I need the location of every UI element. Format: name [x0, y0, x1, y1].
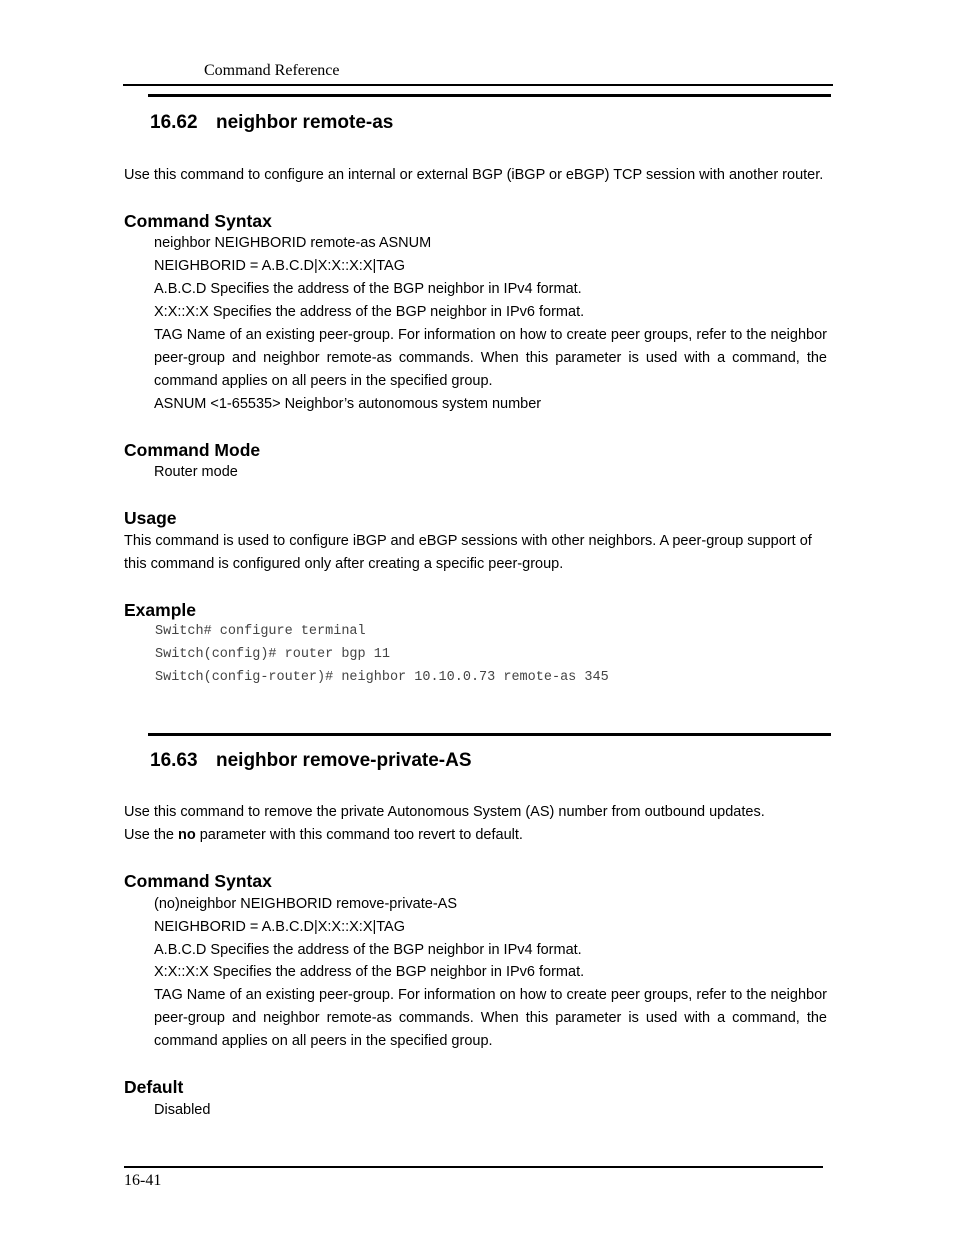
section-number: 16.62	[150, 112, 198, 133]
example-heading: Example	[124, 600, 196, 620]
header-rule	[123, 84, 833, 86]
usage-line: This command is used to configure iBGP and eBGP sessions with other neighbors. A peer-group support of	[124, 533, 812, 549]
section-rule	[148, 94, 831, 97]
section-intro: Use this command to configure an internal or external BGP (iBGP or eBGP) TCP session with another router.	[124, 167, 824, 183]
syntax-line: X:X::X:X Specifies the address of the BGP neighbor in IPv6 format.	[154, 964, 585, 980]
example-code-line: Switch(config)# router bgp 11	[155, 647, 390, 662]
command-mode-value: Router mode	[154, 464, 238, 480]
syntax-line: (no)neighbor NEIGHBORID remove-private-AS	[154, 896, 457, 912]
syntax-line: NEIGHBORID = A.B.C.D|X:X::X:X|TAG	[154, 919, 406, 935]
section-intro-no-param	[124, 827, 523, 843]
section-number: 16.63	[150, 750, 198, 771]
syntax-asnum: ASNUM <1-65535> Neighbor’s autonomous system number	[154, 396, 542, 412]
usage-heading: Usage	[124, 508, 177, 528]
command-mode-heading: Command Mode	[124, 440, 261, 460]
section-rule	[148, 733, 831, 736]
no-keyword: no	[178, 827, 196, 843]
page-number: 16-41	[124, 1172, 162, 1189]
syntax-line: A.B.C.D Specifies the address of the BGP neighbor in IPv4 format.	[154, 942, 582, 958]
syntax-line: X:X::X:X Specifies the address of the BGP neighbor in IPv6 format.	[154, 304, 585, 320]
section-name: neighbor remote-as	[216, 112, 394, 133]
default-heading: Default	[124, 1077, 184, 1097]
section-name: neighbor remove-private-AS	[216, 750, 472, 771]
footer-rule	[124, 1166, 823, 1168]
syntax-tag-description: TAG Name of an existing peer-group. For information on how to create peer groups, refer to the neighbor peer-group and neighbor remote-as commands. When this parameter is used with a command, the command applies on all peers in the specified group.	[154, 987, 827, 1049]
section-intro: Use this command to remove the private Autonomous System (AS) number from outbound updates.	[124, 804, 765, 820]
default-value: Disabled	[154, 1102, 211, 1118]
command-syntax-heading: Command Syntax	[124, 871, 272, 891]
syntax-line: NEIGHBORID = A.B.C.D|X:X::X:X|TAG	[154, 258, 406, 274]
command-syntax-heading: Command Syntax	[124, 211, 272, 231]
example-code-line: Switch(config-router)# neighbor 10.10.0.73 remote-as 345	[155, 670, 609, 685]
running-header: Command Reference	[204, 62, 340, 79]
usage-line: this command is configured only after creating a specific peer-group.	[124, 556, 564, 572]
example-code-line: Switch# configure terminal	[155, 624, 366, 639]
syntax-line: A.B.C.D Specifies the address of the BGP neighbor in IPv4 format.	[154, 281, 582, 297]
syntax-tag-description: TAG Name of an existing peer-group. For information on how to create peer groups, refer to the neighbor peer-group and neighbor remote-as commands. When this parameter is used with a command, the command applies on all peers in the specified group.	[154, 327, 827, 389]
section-title	[150, 112, 393, 134]
section-title	[150, 750, 472, 772]
intro-post: parameter with this command too revert to default.	[195, 827, 523, 843]
syntax-line: neighbor NEIGHBORID remote-as ASNUM	[154, 235, 432, 251]
intro-pre: Use the	[124, 827, 178, 843]
